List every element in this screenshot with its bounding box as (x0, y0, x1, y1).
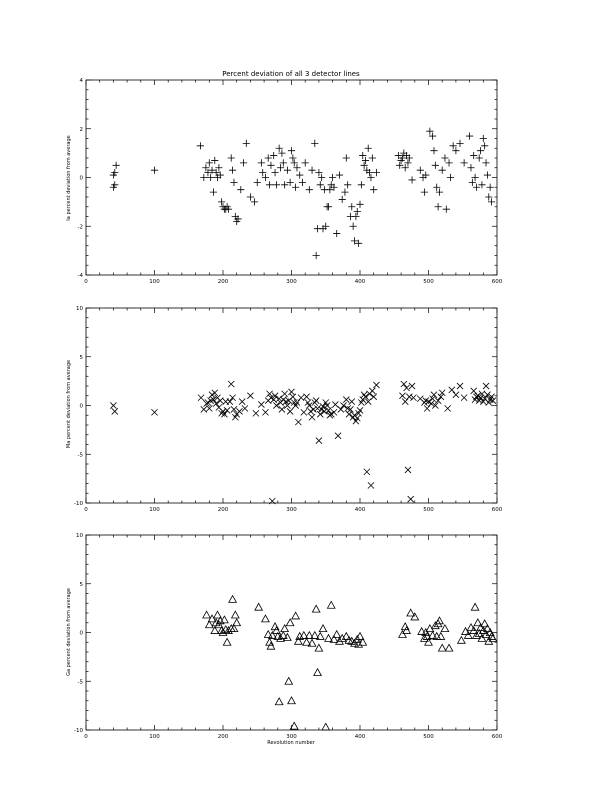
data-point-plus (284, 167, 291, 174)
data-point-plus (296, 171, 303, 178)
data-point-plus (481, 142, 488, 149)
data-points-ga (203, 596, 497, 731)
data-point-plus (477, 147, 484, 154)
x-tick-label: 600 (491, 279, 503, 285)
data-point-x (316, 438, 322, 444)
data-point-plus (311, 140, 318, 147)
data-point-plus (484, 171, 491, 178)
data-point-triangle (275, 698, 283, 705)
data-point-x (227, 399, 233, 405)
data-point-x (304, 394, 310, 400)
data-point-plus (202, 164, 209, 171)
data-point-x (401, 381, 407, 387)
data-point-x (457, 383, 463, 389)
data-point-plus (339, 196, 346, 203)
y-axis-label-ma: Ma percent deviation from average (66, 359, 72, 449)
data-point-plus (251, 198, 258, 205)
data-point-triangle (255, 603, 263, 610)
data-point-x (461, 395, 467, 401)
data-point-plus (466, 132, 473, 139)
data-point-x (325, 407, 331, 413)
data-point-x (369, 388, 375, 394)
data-point-plus (273, 181, 280, 188)
x-tick-label: 400 (354, 279, 366, 285)
data-point-triangle (232, 611, 240, 618)
data-point-plus (243, 140, 250, 147)
data-point-x (110, 402, 116, 408)
data-point-x (335, 433, 341, 439)
axis-ticks-ia (86, 80, 497, 275)
data-point-triangle (203, 611, 211, 618)
data-point-plus (336, 171, 343, 178)
y-tick-label: -4 (77, 273, 83, 279)
data-point-x (282, 391, 288, 397)
x-tick-labels-ma (84, 507, 502, 513)
data-point-x (338, 406, 344, 412)
data-point-x (262, 409, 268, 415)
data-point-x (399, 393, 405, 399)
data-point-x (310, 406, 316, 412)
y-tick-labels-ma (74, 306, 83, 507)
data-point-x (373, 382, 379, 388)
data-point-x (217, 398, 223, 404)
data-point-plus (343, 154, 350, 161)
data-point-plus (292, 184, 299, 191)
data-point-plus (254, 179, 261, 186)
data-point-plus (210, 189, 217, 196)
data-point-x (236, 408, 242, 414)
data-point-x (312, 400, 318, 406)
data-point-x (449, 387, 455, 393)
y-tick-label: -5 (77, 679, 83, 686)
data-point-x (201, 406, 207, 412)
plot-frame-ga (86, 535, 497, 730)
x-tick-label: 200 (217, 507, 229, 513)
y-tick-label: -10 (74, 501, 83, 507)
y-tick-label: 5 (79, 581, 83, 588)
data-point-triangle (441, 625, 449, 632)
data-point-x (294, 400, 300, 406)
data-point-plus (271, 169, 278, 176)
data-point-triangle (434, 620, 442, 627)
data-point-x (408, 496, 414, 502)
data-point-x (409, 383, 415, 389)
data-points-ma (110, 381, 496, 504)
data-point-plus (228, 154, 235, 161)
data-point-plus (267, 162, 274, 169)
data-point-x (151, 409, 157, 415)
data-point-triangle (471, 603, 479, 610)
data-point-plus (461, 159, 468, 166)
data-point-plus (306, 186, 313, 193)
data-point-plus (356, 201, 363, 208)
data-point-plus (341, 189, 348, 196)
data-point-x (279, 406, 285, 412)
data-point-x (371, 394, 377, 400)
data-point-x (295, 419, 301, 425)
data-point-plus (344, 181, 351, 188)
data-point-x (290, 394, 296, 400)
data-point-plus (441, 154, 448, 161)
data-point-plus (352, 213, 359, 220)
data-point-x (287, 408, 293, 414)
y-tick-label: 0 (79, 175, 83, 182)
data-point-x (406, 394, 412, 400)
data-point-triangle (399, 631, 407, 638)
data-point-x (301, 409, 307, 415)
x-tick-label: 100 (149, 507, 160, 513)
data-point-plus (151, 167, 158, 174)
data-point-plus (480, 135, 487, 142)
data-point-triangle (267, 642, 275, 649)
data-point-x (346, 411, 352, 417)
data-point-plus (365, 145, 372, 152)
data-point-triangle (229, 596, 237, 603)
data-point-x (247, 393, 253, 399)
y-axis-label-ia: Ia percent deviation from average (66, 135, 72, 221)
data-point-x (445, 405, 451, 411)
data-point-plus (434, 203, 441, 210)
data-point-x (410, 395, 416, 401)
data-point-plus (417, 167, 424, 174)
data-point-x (198, 395, 204, 401)
y-tick-labels-ga (74, 533, 83, 734)
data-point-x (483, 383, 489, 389)
data-point-x (404, 385, 410, 391)
x-tick-label: 400 (354, 507, 366, 513)
x-tick-label: 0 (84, 279, 88, 285)
data-point-triangle (478, 635, 486, 642)
data-point-x (357, 407, 363, 413)
chart-panel-ma (66, 306, 503, 513)
x-tick-label: 0 (84, 734, 88, 740)
data-point-plus (408, 176, 415, 183)
data-point-triangle (312, 605, 320, 612)
data-point-plus (445, 159, 452, 166)
y-tick-label: -5 (77, 452, 83, 459)
y-tick-label: 4 (79, 78, 83, 84)
x-tick-label: 600 (491, 734, 503, 740)
data-point-x (298, 395, 304, 401)
data-point-x (350, 414, 356, 420)
data-point-triangle (315, 644, 323, 651)
x-tick-label: 300 (286, 507, 297, 513)
data-point-x (324, 402, 330, 408)
axis-ticks-ga (86, 535, 497, 730)
data-point-plus (197, 142, 204, 149)
data-point-triangle (288, 697, 296, 704)
data-point-plus (218, 198, 225, 205)
data-point-x (341, 402, 347, 408)
y-tick-label: 2 (79, 126, 83, 133)
data-point-triangle (445, 644, 453, 651)
chart-panel-ia (66, 70, 503, 285)
data-point-plus (113, 162, 120, 169)
data-point-plus (439, 167, 446, 174)
data-point-plus (373, 169, 380, 176)
y-tick-label: -10 (74, 728, 83, 734)
data-point-plus (302, 159, 309, 166)
data-point-x (368, 482, 374, 488)
data-point-plus (308, 167, 315, 174)
data-point-x (288, 389, 294, 395)
data-point-x (112, 408, 118, 414)
x-tick-label: 500 (423, 507, 434, 513)
data-point-plus (258, 159, 265, 166)
data-point-plus (443, 206, 450, 213)
x-tick-label: 300 (286, 279, 297, 285)
x-tick-label: 200 (217, 734, 229, 740)
data-point-plus (421, 189, 428, 196)
data-point-plus (487, 184, 494, 191)
y-axis-label-ga: Ga percent deviation from average (66, 588, 72, 676)
data-point-x (331, 409, 337, 415)
data-point-plus (317, 181, 324, 188)
data-point-plus (266, 181, 273, 188)
data-point-plus (289, 154, 296, 161)
data-point-plus (230, 179, 237, 186)
data-point-x (213, 400, 219, 406)
x-tick-labels-ia (84, 279, 502, 285)
x-tick-label: 500 (423, 279, 434, 285)
data-point-x (354, 415, 360, 421)
y-tick-label: 10 (76, 533, 83, 539)
data-point-x (309, 414, 315, 420)
x-tick-label: 100 (149, 279, 160, 285)
data-point-x (402, 399, 408, 405)
chart-title: Percent deviation of all 3 detector lines (222, 70, 360, 78)
x-tick-label: 400 (354, 734, 366, 740)
chart-panel-ga (66, 533, 503, 746)
data-point-triangle (319, 625, 327, 632)
data-point-plus (313, 252, 320, 259)
x-tick-label: 100 (149, 734, 160, 740)
data-point-x (405, 467, 411, 473)
data-point-x (320, 403, 326, 409)
data-point-triangle (411, 613, 419, 620)
data-point-x (471, 388, 477, 394)
data-point-plus (482, 159, 489, 166)
y-tick-label: 0 (79, 403, 83, 410)
data-point-triangle (438, 644, 446, 651)
data-point-triangle (262, 615, 270, 622)
data-point-x (314, 405, 320, 411)
data-point-plus (240, 159, 247, 166)
data-point-plus (247, 193, 254, 200)
y-tick-label: 5 (79, 354, 83, 361)
data-point-x (253, 410, 259, 416)
data-point-x (349, 399, 355, 405)
data-point-x (343, 397, 349, 403)
data-point-triangle (223, 638, 231, 645)
data-point-triangle (322, 723, 330, 730)
data-point-x (424, 405, 430, 411)
data-point-plus (350, 223, 357, 230)
data-point-plus (288, 147, 295, 154)
x-tick-label: 500 (423, 734, 434, 740)
data-point-x (317, 411, 323, 417)
data-point-plus (325, 203, 332, 210)
data-point-x (421, 400, 427, 406)
data-point-x (228, 381, 234, 387)
data-point-x (321, 408, 327, 414)
x-tick-label: 300 (286, 734, 297, 740)
data-point-x (361, 392, 367, 398)
data-point-x (364, 469, 370, 475)
data-point-x (230, 395, 236, 401)
x-tick-label: 200 (217, 279, 229, 285)
data-point-plus (358, 181, 365, 188)
data-point-plus (432, 162, 439, 169)
y-tick-labels-ia (78, 78, 84, 279)
x-tick-label: 600 (491, 507, 503, 513)
data-point-x (273, 402, 279, 408)
y-tick-label: 0 (79, 630, 83, 637)
data-point-triangle (273, 627, 281, 634)
data-point-plus (237, 186, 244, 193)
y-tick-label: 10 (76, 306, 83, 312)
plot-frame-ia (86, 80, 497, 275)
data-point-x (224, 407, 230, 413)
data-point-triangle (485, 637, 493, 644)
data-point-plus (447, 174, 454, 181)
data-point-triangle (285, 677, 293, 684)
data-point-plus (229, 167, 236, 174)
data-point-plus (369, 154, 376, 161)
x-axis-label: Revolution number (267, 740, 315, 746)
data-point-plus (329, 174, 336, 181)
data-point-triangle (314, 669, 322, 676)
data-point-plus (299, 179, 306, 186)
data-point-plus (430, 147, 437, 154)
data-point-x (242, 405, 248, 411)
data-point-plus (370, 186, 377, 193)
data-point-x (258, 401, 264, 407)
data-point-plus (354, 208, 361, 215)
data-point-triangle (292, 612, 300, 619)
data-points-ia (110, 128, 495, 260)
data-point-plus (200, 174, 207, 181)
data-point-x (453, 392, 459, 398)
data-point-plus (467, 164, 474, 171)
data-point-plus (367, 174, 374, 181)
data-point-triangle (327, 601, 335, 608)
x-tick-label: 0 (84, 507, 88, 513)
data-point-x (239, 399, 245, 405)
data-point-plus (348, 203, 355, 210)
y-tick-label: -2 (77, 224, 83, 231)
data-point-triangle (286, 619, 294, 626)
data-point-triangle (458, 637, 466, 644)
data-point-x (313, 398, 319, 404)
data-point-plus (333, 230, 340, 237)
data-point-plus (456, 140, 463, 147)
data-point-x (332, 401, 338, 407)
